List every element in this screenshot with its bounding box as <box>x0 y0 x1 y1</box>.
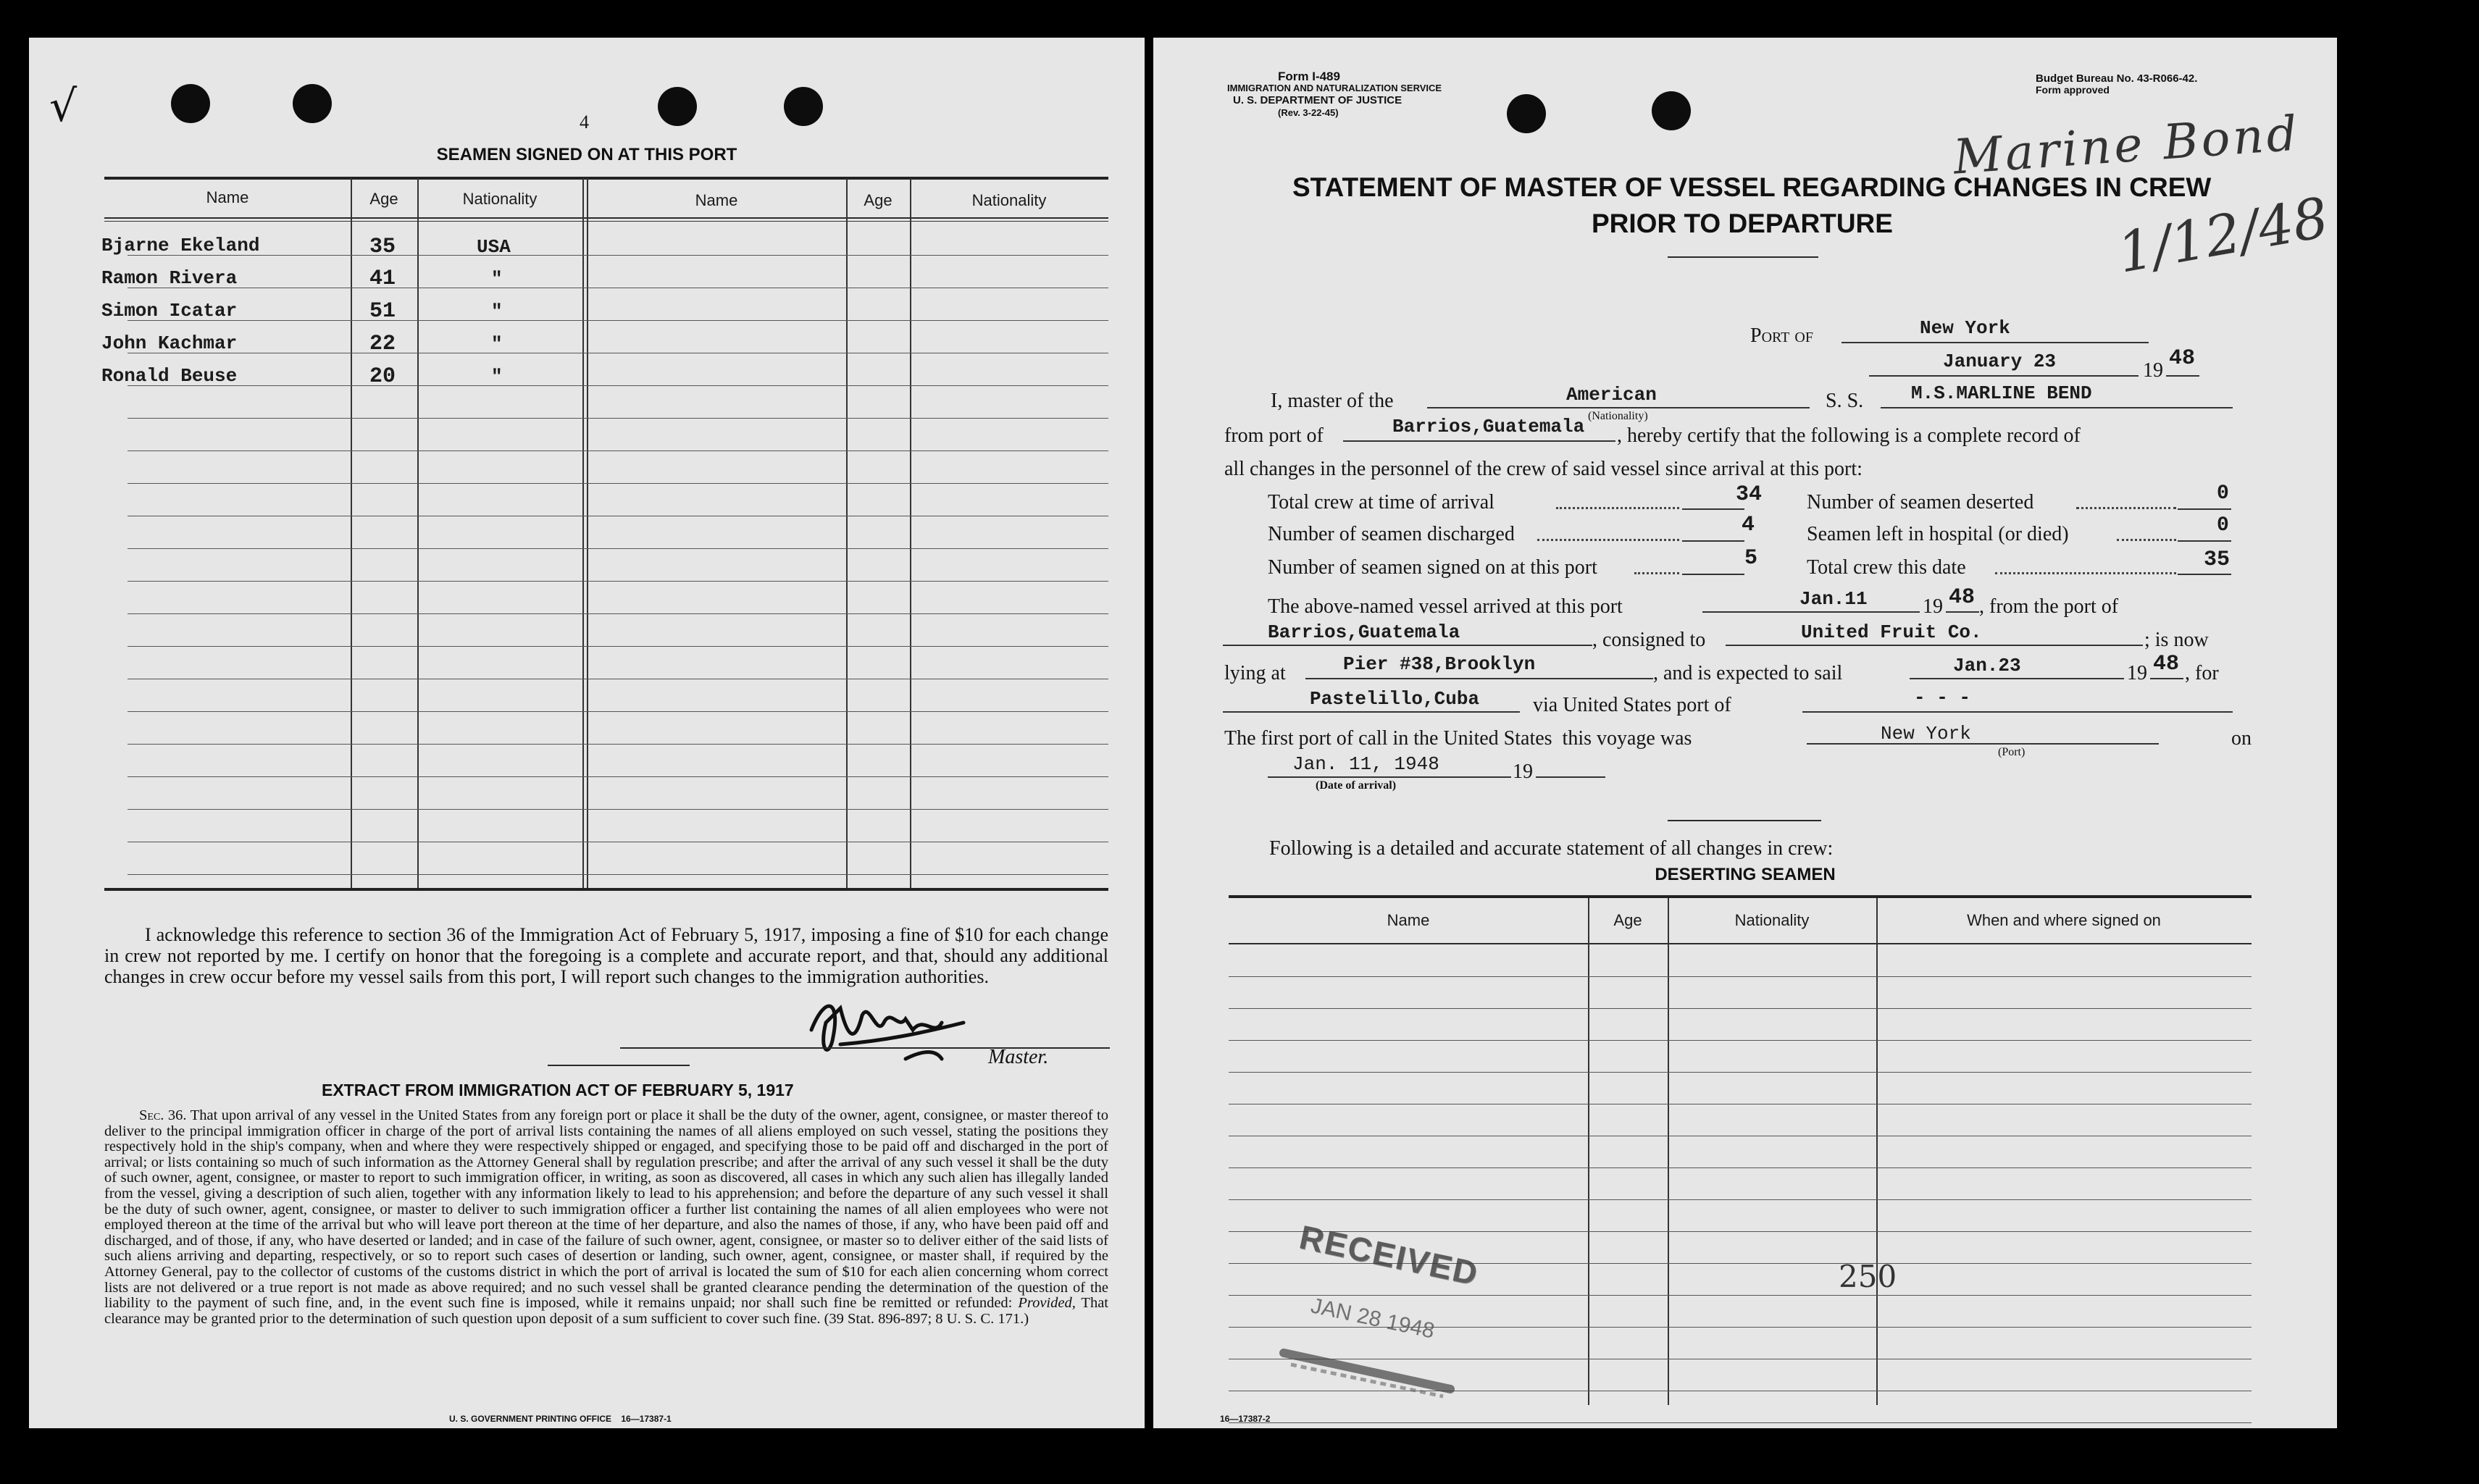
table-top-rule <box>104 177 1108 180</box>
arrived-from-line <box>1223 645 1592 646</box>
extract-proviso-word: Provided, <box>1018 1295 1076 1312</box>
stat-leader-dots <box>1556 507 1679 509</box>
certify-text: , hereby certify that the following is a complete record of <box>1617 424 2081 447</box>
port-label: Port of <box>1750 324 1813 347</box>
seaman-age: 35 <box>369 235 396 259</box>
stat-value: 0 <box>2217 514 2229 537</box>
extract-body: That upon arrival of any vessel in the United States from any foreign port or place it shall be the duty of the owner, agent, consignee, or master thereof to deliver to the principal immigration officer in charge of the port of arrival lists containing the names of all aliens employed on such vessel, stating the positions they respectively hold in the ship's company, when and where they were respectively shipped or engaged, and specifying those to be paid off and discharged in the port of arrival; or lists containing so much of such information as the Attorney General shall by regulation prescribe; and after the arrival of any such vessel it shall be the duty of such owner, agent, consignee, or master to report to such immigration officer, in writing, as soon as discovered, all cases in which any such alien has illegally landed from the vessel, giving a description of such alien, together with any information likely to lead to his apprehension; and before the departure of any such vessel it shall be the duty of such owner, agent, consignee, or master to deliver to such immigration officer a further list containing the names of all alien employees who were not employed thereon at the time of the arrival but who will leave port thereon at the time of her departure, and also the names of those, if any, who have been paid off and discharged, and of those, if any, who have deserted or landed; and in case of the failure of such owner, agent, consignee, or master so to deliver either of the said lists of such aliens arriving and departing, respectively, or so to report such cases of desertion or landing, such owner, agent, consignee, or master shall, if required by the Attorney General, pay to the collector of customs of the customs district in which the port of arrival is located the sum of $10 for each alien concerning whom correct lists are not delivered or a true report is not made as above required; and no such vessel shall be granted clearance pending the determination of the question of the liability to the payment of such fine, and, in the event such fine is imposed, while it remains unpaid; nor shall such fine be remitted or refunded: <box>104 1107 1108 1312</box>
seaman-nationality: " <box>491 301 503 322</box>
row-rule <box>127 320 1108 321</box>
deserting-row-rule <box>1229 976 2252 977</box>
ss-label: S. S. <box>1826 390 1864 412</box>
stat-value: 5 <box>1744 546 1758 571</box>
changes-intro-text: all changes in the personnel of the crew of said vessel since arrival at this port: <box>1224 458 1863 480</box>
deserting-row-rule <box>1229 1040 2252 1041</box>
smudged-stamp-mark <box>1276 1346 1465 1404</box>
punch-hole <box>658 87 697 126</box>
deserting-row-rule <box>1229 1072 2252 1073</box>
header-nationality: Nationality <box>462 190 538 208</box>
stat-field-line <box>1682 508 1744 510</box>
deserting-row-rule <box>1229 1199 2252 1200</box>
stat-label: Total crew at time of arrival <box>1268 491 1494 513</box>
for-text: , for <box>2185 662 2219 684</box>
seaman-nationality: " <box>491 366 503 387</box>
right-page <box>1153 38 2337 1428</box>
punch-hole <box>1507 94 1546 133</box>
via-text: via United States port of <box>1533 694 1731 716</box>
seaman-nationality: " <box>491 333 503 355</box>
stat-field-line <box>1682 540 1744 542</box>
first-port-value: New York <box>1881 723 1971 745</box>
deserting-row-rule <box>1229 1008 2252 1009</box>
punch-hole <box>1652 91 1691 130</box>
deserting-row-rule <box>1229 1422 2252 1423</box>
stat-field-line <box>2178 574 2231 575</box>
extract-paragraph <box>104 1108 1108 1327</box>
arrived-date: Jan.11 <box>1799 588 1868 610</box>
vessel-field-line <box>1881 407 2233 408</box>
from-port-text: from port of <box>1224 424 1324 447</box>
stat-leader-dots <box>1634 572 1679 574</box>
via-value: - - - <box>1914 687 1971 708</box>
port-value: New York <box>1920 317 2010 339</box>
sail-year: 48 <box>2153 652 2180 676</box>
date-value: January 23 <box>1943 351 2057 372</box>
deserting-row-rule <box>1229 1295 2252 1296</box>
via-line <box>1802 711 2233 713</box>
from-port-field-line <box>1343 440 1615 442</box>
page-number: 4 <box>580 112 589 133</box>
signature-dash <box>548 1065 690 1066</box>
punch-hole <box>784 87 823 126</box>
first-port-line <box>1807 743 2159 745</box>
on-text: on <box>2231 727 2252 750</box>
nationality-value: American <box>1566 384 1657 406</box>
nationality-field-line <box>1427 407 1810 408</box>
extract-lead: Sec. 36. <box>139 1107 187 1123</box>
arrival-year-line <box>1536 776 1605 778</box>
arrived-text: The above-named vessel arrived at this port <box>1268 595 1623 618</box>
col-divider <box>587 178 588 888</box>
master-label: Master. <box>988 1046 1049 1068</box>
punch-hole <box>171 84 210 123</box>
table-bottom-rule <box>104 888 1108 891</box>
sail-date-line <box>1910 678 2124 679</box>
lying-at-value: Pier #38,Brooklyn <box>1343 653 1536 675</box>
row-rule <box>127 548 1108 549</box>
row-rule <box>127 646 1108 647</box>
received-stamp: RECEIVED <box>1296 1217 1482 1293</box>
handwritten-marine-bond: Marine Bond <box>1951 105 2302 185</box>
stat-value: 35 <box>2204 548 2231 572</box>
header-name-2: Name <box>695 191 738 209</box>
checkmark: √ <box>49 81 78 132</box>
row-rule <box>127 418 1108 419</box>
lying-at-text: lying at <box>1224 662 1286 684</box>
row-rule <box>127 711 1108 712</box>
port-field-line <box>1842 342 2149 343</box>
deserting-table-top <box>1229 895 2252 898</box>
arrived-from: Barrios,Guatemala <box>1268 621 1460 643</box>
deserting-header-rule <box>1229 943 2252 944</box>
header-nationality-2: Nationality <box>971 191 1047 209</box>
first-port-text: The first port of call in the United States this voyage was <box>1224 727 1692 750</box>
title-underline <box>1668 256 1818 258</box>
stat-field-line <box>1682 574 1744 575</box>
row-rule <box>127 385 1108 386</box>
sail-year-prefix: 19 <box>2127 662 2147 684</box>
seaman-name: Ronald Beuse <box>101 365 238 387</box>
agency-line: U. S. DEPARTMENT OF JUSTICE <box>1233 94 1402 106</box>
col-divider <box>417 178 419 888</box>
from-port-of-text: , from the port of <box>1979 595 2119 618</box>
master-intro-text: I, master of the <box>1271 390 1394 412</box>
stat-label: Seamen left in hospital (or died) <box>1807 523 2069 545</box>
stat-leader-dots <box>2076 507 2176 509</box>
deserting-col-divider <box>1876 898 1878 1405</box>
col-divider <box>846 178 848 888</box>
col-divider <box>910 178 911 888</box>
expected-text: , and is expected to sail <box>1653 662 1843 684</box>
stamp-number: 250 <box>1839 1259 1897 1294</box>
agency-line: IMMIGRATION AND NATURALIZATION SERVICE <box>1227 83 1442 93</box>
stat-value: 0 <box>2217 482 2229 505</box>
seaman-name: John Kachmar <box>101 332 238 354</box>
deserting-header-age: Age <box>1613 911 1642 929</box>
seaman-name: Simon Icatar <box>101 300 238 322</box>
stat-leader-dots <box>2117 539 2176 541</box>
arrival-date-value: Jan. 11, 1948 <box>1292 753 1439 775</box>
deserting-header-name: Name <box>1387 911 1430 929</box>
seaman-age: 20 <box>369 364 396 389</box>
agency-line: (Rev. 3-22-45) <box>1278 107 1339 118</box>
gpo-footer: U. S. GOVERNMENT PRINTING OFFICE 16—17387-1 <box>449 1414 672 1424</box>
stat-label: Number of seamen deserted <box>1807 491 2034 513</box>
stat-field-line <box>2178 508 2231 510</box>
nationality-caption: (Nationality) <box>1588 410 1648 422</box>
seaman-name: Bjarne Ekeland <box>101 235 260 256</box>
arrival-date-line <box>1268 776 1511 778</box>
form-number: Form I-489 <box>1278 70 1340 83</box>
deserting-header-signed-on: When and where signed on <box>1967 911 2161 929</box>
seaman-age: 51 <box>369 299 396 324</box>
seaman-age: 41 <box>369 267 396 291</box>
arrival-year-prefix: 19 <box>1513 760 1533 783</box>
stat-value: 4 <box>1742 513 1755 537</box>
form-title-line-1: STATEMENT OF MASTER OF VESSEL REGARDING CHANGES IN CREW <box>1292 172 2212 202</box>
row-rule <box>127 744 1108 745</box>
col-divider <box>582 178 584 888</box>
arrived-year-line <box>1946 611 1979 613</box>
row-rule <box>127 483 1108 484</box>
year-value: 48 <box>2169 346 2196 371</box>
section-title: SEAMEN SIGNED ON AT THIS PORT <box>436 145 737 164</box>
sail-year-line <box>2150 678 2183 679</box>
stat-label: Number of seamen signed on at this port <box>1268 556 1597 579</box>
arrived-year: 48 <box>1949 585 1976 610</box>
year-field-line <box>2166 375 2199 377</box>
extract-tail: That clearance may be granted prior to the determination of such question upon deposit of a sum sufficient to cover such fine. (39 Stat. 896-897; 8 U. S. C. 171.) <box>104 1295 1108 1327</box>
section-divider <box>1668 820 1821 821</box>
consigned-text: , consigned to <box>1592 629 1706 651</box>
date-field-line <box>1869 375 2139 377</box>
header-age: Age <box>369 190 398 208</box>
is-now-text: ; is now <box>2144 629 2209 651</box>
row-rule <box>127 874 1108 875</box>
deserting-row-rule <box>1229 1231 2252 1232</box>
row-rule <box>127 255 1108 256</box>
received-date-stamp: JAN 28 1948 <box>1308 1294 1437 1343</box>
acknowledgment-paragraph: I acknowledge this reference to section 36 of the Immigration Act of February 5, 1917, imposing a fine of $10 for each change in crew not reported by me. I certify on honor that the foregoing is a complete and accurate report, and that, should any additional changes in crew occur before my vessel sails from this port, I will report such changes to the immigration authorities. <box>104 924 1108 987</box>
year-prefix: 19 <box>2143 359 2163 382</box>
row-rule <box>127 581 1108 582</box>
header-bottom-rule-2 <box>104 221 1108 222</box>
form-approved-line: Form approved <box>2036 84 2110 96</box>
seaman-age: 22 <box>369 332 396 356</box>
arrived-year-prefix: 19 <box>1923 595 1943 618</box>
deserting-col-divider <box>1668 898 1669 1405</box>
header-name: Name <box>206 188 249 206</box>
col-divider <box>351 178 352 888</box>
stat-value: 34 <box>1736 482 1763 507</box>
seaman-nationality: " <box>491 268 503 290</box>
consignee: United Fruit Co. <box>1801 621 1982 643</box>
master-signature <box>797 979 1014 1081</box>
stat-leader-dots <box>1537 539 1679 541</box>
arrival-date-caption: (Date of arrival) <box>1316 779 1397 792</box>
lying-at-line <box>1305 678 1653 679</box>
row-rule <box>127 776 1108 777</box>
header-bottom-rule <box>104 217 1108 219</box>
consignee-line <box>1726 645 2143 646</box>
deserting-col-divider <box>1588 898 1589 1405</box>
vessel-value: M.S.MARLINE BEND <box>1911 382 2092 404</box>
extract-title: EXTRACT FROM IMMIGRATION ACT OF FEBRUARY 5, 1917 <box>322 1081 794 1099</box>
seaman-nationality: USA <box>477 236 511 258</box>
left-page <box>29 38 1145 1428</box>
destination-line <box>1223 711 1520 713</box>
from-port-value: Barrios,Guatemala <box>1392 416 1585 437</box>
seaman-name: Ramon Rivera <box>101 267 238 289</box>
deserting-title: DESERTING SEAMEN <box>1655 865 1836 884</box>
arrived-date-line <box>1702 611 1920 613</box>
following-text: Following is a detailed and accurate statement of all changes in crew: <box>1269 837 1834 860</box>
deserting-header-nationality: Nationality <box>1734 911 1810 929</box>
row-rule <box>127 613 1108 614</box>
port-caption: (Port) <box>1998 746 2026 758</box>
footer-code: 16—17387-2 <box>1220 1414 1271 1424</box>
row-rule <box>127 809 1108 810</box>
row-rule <box>127 450 1108 451</box>
punch-hole <box>293 84 332 123</box>
stat-field-line <box>2178 540 2231 542</box>
header-age-2: Age <box>864 191 892 209</box>
stat-label: Total crew this date <box>1807 556 1966 579</box>
sail-date: Jan.23 <box>1953 655 2021 676</box>
stat-label: Number of seamen discharged <box>1268 523 1515 545</box>
form-title-line-2: PRIOR TO DEPARTURE <box>1592 209 1893 238</box>
destination: Pastelillo,Cuba <box>1310 688 1480 710</box>
handwritten-date-note: 1/12/48 <box>2112 185 2333 285</box>
budget-bureau-line: Budget Bureau No. 43-R066-42. <box>2036 72 2198 85</box>
stat-leader-dots <box>1995 572 2176 574</box>
